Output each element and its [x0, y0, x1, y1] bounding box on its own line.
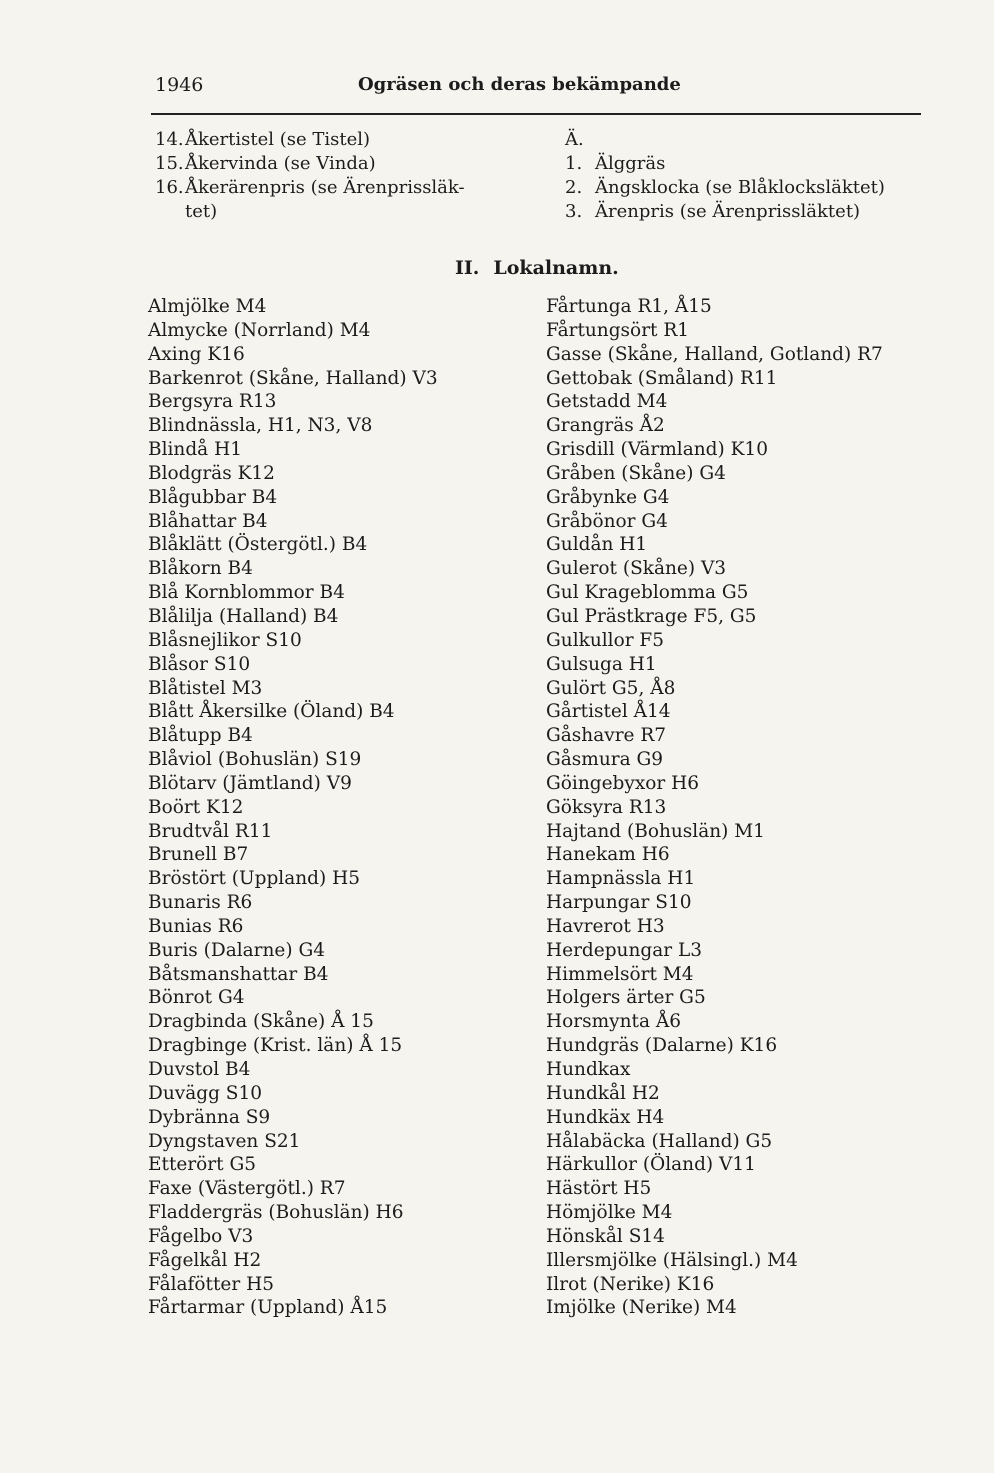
running-title: Ogräsen och deras bekämpande — [358, 74, 681, 95]
item-number: 14. — [155, 129, 184, 150]
page-header — [155, 74, 920, 104]
list-item: Göingebyxor H6 — [546, 772, 700, 794]
list-item: Blåsnejlikor S10 — [148, 629, 302, 651]
list-item: Herdepungar L3 — [546, 939, 703, 961]
list-item: Hömjölke M4 — [546, 1202, 673, 1224]
list-item: Hästört H5 — [546, 1178, 652, 1200]
left-column — [148, 295, 438, 1320]
item-text: Åkertistel (se Tistel) — [185, 129, 371, 150]
list-item: Faxe (Västergötl.) R7 — [148, 1178, 346, 1200]
list-item: Blåsor S10 — [148, 653, 251, 675]
list-item — [155, 200, 465, 224]
list-item: Gasse (Skåne, Halland, Gotland) R7 — [546, 343, 883, 365]
item-text: Åkervinda (se Vinda) — [185, 153, 376, 174]
list-item: Båtsmanshattar B4 — [148, 963, 329, 985]
list-item: Gulkullor F5 — [546, 629, 665, 651]
page-number: 1946 — [155, 74, 204, 96]
item-text: Åkerärenpris (se Ärenprissläk- — [185, 177, 465, 198]
list-item: Bunias R6 — [148, 915, 244, 937]
list-item: Blodgräs K12 — [148, 462, 275, 484]
item-number: 3. — [565, 201, 583, 222]
list-item: Fårtunga R1, Å15 — [546, 296, 712, 317]
item-text: Ärenpris (se Ärenprissläktet) — [595, 201, 861, 222]
item-number: 1. — [565, 153, 583, 174]
section-heading — [455, 257, 619, 279]
list-item: Bönrot G4 — [148, 987, 245, 1009]
list-item: Fågelkål H2 — [148, 1249, 262, 1271]
right-column — [546, 295, 883, 1320]
list-item: Blötarv (Jämtland) V9 — [148, 772, 352, 794]
list-item: Hundkål H2 — [546, 1082, 660, 1104]
list-item: Härkullor (Öland) V11 — [546, 1154, 756, 1176]
list-item: Dybränna S9 — [148, 1106, 271, 1128]
list-item: Almjölke M4 — [148, 296, 267, 317]
list-item — [155, 152, 465, 176]
list-item: Gulört G5, Å8 — [546, 677, 676, 699]
list-item: Bröstört (Uppland) H5 — [148, 868, 361, 890]
section-title: Lokalnamn. — [493, 257, 619, 279]
list-item: Blåtupp B4 — [148, 725, 253, 747]
list-item: Hampnässla H1 — [546, 868, 696, 890]
list-item: Gråbönor G4 — [546, 510, 668, 532]
list-item: Hålabäcka (Halland) G5 — [546, 1130, 773, 1152]
list-item: Hundkäx H4 — [546, 1106, 665, 1128]
top-right-list — [565, 128, 885, 224]
list-item — [565, 152, 885, 176]
list-item: Blått Åkersilke (Öland) B4 — [148, 701, 395, 723]
list-item: Gulsuga H1 — [546, 653, 657, 675]
list-item — [155, 128, 465, 152]
list-item: Blindnässla, H1, N3, V8 — [148, 415, 373, 437]
list-item: Blåkorn B4 — [148, 558, 253, 580]
list-item: Hajtand (Bohuslän) M1 — [546, 820, 765, 842]
list-item: Axing K16 — [148, 343, 245, 365]
list-item: Fågelbo V3 — [148, 1225, 254, 1247]
list-item: Bergsyra R13 — [148, 391, 277, 413]
list-item: Buris (Dalarne) G4 — [148, 939, 326, 961]
list-item: Hönskål S14 — [546, 1225, 665, 1247]
list-item — [155, 176, 465, 200]
list-item: Hanekam H6 — [546, 844, 670, 866]
list-item — [565, 200, 885, 224]
item-text: tet) — [185, 201, 218, 222]
list-item: Gåsmura G9 — [546, 749, 664, 771]
list-item: Fårtungsört R1 — [546, 319, 690, 341]
list-item: Blåhattar B4 — [148, 510, 268, 532]
list-item: Getstadd M4 — [546, 391, 668, 413]
list-item: Grisdill (Värmland) K10 — [546, 439, 768, 461]
list-item: Brunell B7 — [148, 844, 249, 866]
list-item: Göksyra R13 — [546, 796, 667, 818]
list-item: Barkenrot (Skåne, Halland) V3 — [148, 367, 438, 389]
list-item: Blågubbar B4 — [148, 486, 278, 508]
list-item: Blåtistel M3 — [148, 677, 263, 699]
list-item: Dragbinda (Skåne) Å 15 — [148, 1011, 374, 1033]
list-item: Dragbinge (Krist. län) Å 15 — [148, 1035, 403, 1057]
list-item: Bunaris R6 — [148, 892, 253, 914]
list-item: Fålafötter H5 — [148, 1273, 274, 1295]
letter-heading: Ä. — [565, 129, 584, 150]
list-item: Boört K12 — [148, 796, 244, 818]
list-item: Gårtistel Å14 — [546, 701, 671, 723]
list-item: Blåviol (Bohuslän) S19 — [148, 749, 362, 771]
list-item — [565, 176, 885, 200]
header-rule — [151, 113, 921, 115]
list-item: Gettobak (Småland) R11 — [546, 367, 778, 389]
list-item: Guldån H1 — [546, 534, 648, 556]
list-item: Dyngstaven S21 — [148, 1130, 301, 1152]
list-item: Duvstol B4 — [148, 1059, 251, 1080]
list-item: Blåklätt (Östergötl.) B4 — [148, 534, 368, 556]
list-item: Almycke (Norrland) M4 — [148, 319, 371, 341]
list-item: Gul Prästkrage F5, G5 — [546, 605, 757, 627]
list-item: Etterört G5 — [148, 1154, 257, 1176]
list-item: Harpungar S10 — [546, 892, 692, 914]
item-text: Älggräs — [595, 153, 666, 174]
list-item: Ilrot (Nerike) K16 — [546, 1273, 715, 1295]
list-item: Blindå H1 — [148, 439, 242, 461]
list-item: Hundgräs (Dalarne) K16 — [546, 1035, 778, 1057]
list-item: Gråbynke G4 — [546, 486, 670, 508]
list-item: Brudtvål R11 — [148, 820, 273, 842]
list-item — [565, 128, 885, 152]
top-left-list — [155, 128, 465, 224]
section-number: II. — [455, 257, 480, 279]
item-number: 2. — [565, 177, 583, 198]
list-item: Gul Krageblomma G5 — [546, 582, 749, 604]
list-item: Horsmynta Å6 — [546, 1011, 681, 1033]
list-item: Himmelsört M4 — [546, 963, 694, 985]
list-item: Gråben (Skåne) G4 — [546, 462, 726, 484]
item-number — [155, 200, 185, 224]
list-item: Duvägg S10 — [148, 1082, 263, 1104]
list-item: Imjölke (Nerike) M4 — [546, 1297, 737, 1319]
list-item: Grangräs Å2 — [546, 415, 665, 437]
list-item: Blålilja (Halland) B4 — [148, 605, 339, 627]
item-number: 15. — [155, 153, 184, 174]
list-item: Fårtarmar (Uppland) Å15 — [148, 1297, 388, 1319]
list-item: Havrerot H3 — [546, 915, 665, 937]
list-item: Gåshavre R7 — [546, 725, 667, 747]
list-item: Illersmjölke (Hälsingl.) M4 — [546, 1249, 798, 1271]
item-text: Ängsklocka (se Blåklocksläktet) — [595, 177, 885, 198]
list-item: Blå Kornblommor B4 — [148, 582, 345, 604]
list-item: Gulerot (Skåne) V3 — [546, 558, 727, 580]
list-item: Holgers ärter G5 — [546, 987, 706, 1009]
list-item: Fladdergräs (Bohuslän) H6 — [148, 1202, 404, 1224]
item-number: 16. — [155, 177, 184, 198]
list-item: Hundkax — [546, 1059, 631, 1080]
